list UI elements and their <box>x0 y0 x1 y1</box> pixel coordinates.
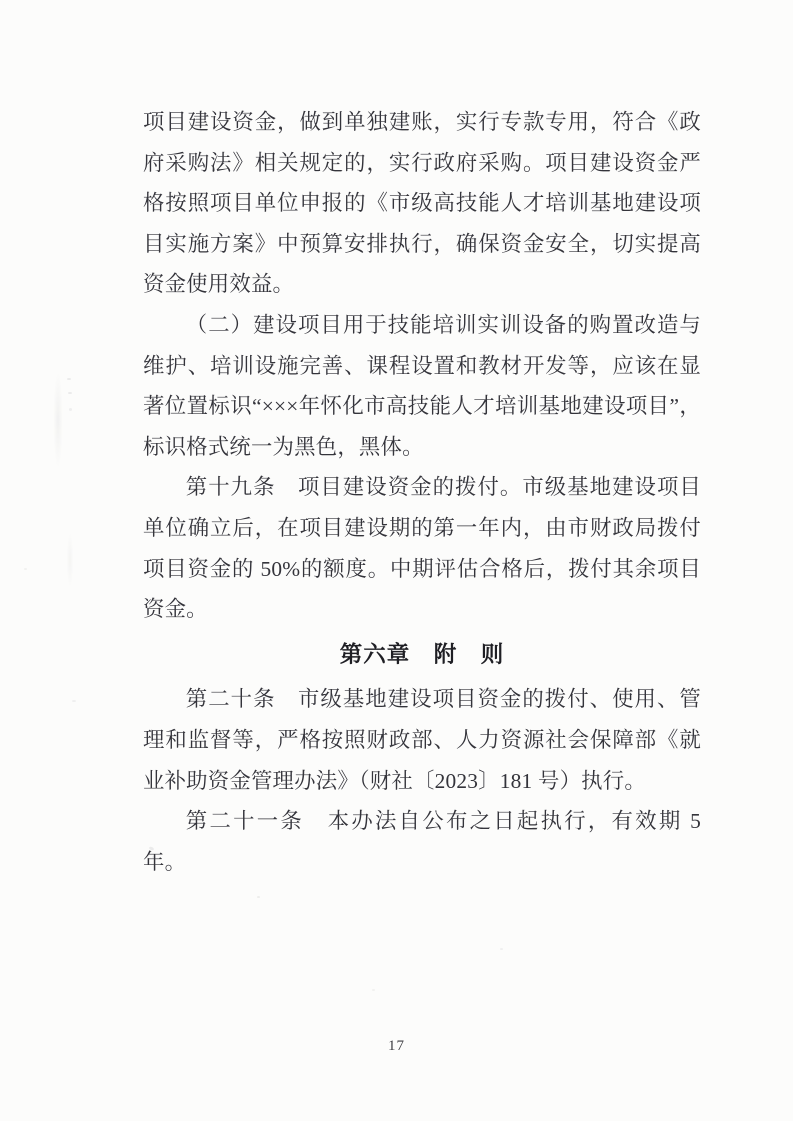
scan-speck <box>24 568 27 570</box>
chapter-six-heading: 第六章 附 则 <box>339 641 505 667</box>
scan-speck <box>68 392 72 394</box>
scan-speck <box>372 989 375 991</box>
scan-speck <box>67 378 71 380</box>
paragraph-article-21: 第二十一条 本办法自公布之日起执行，有效期 5 年。 <box>143 809 701 874</box>
scan-speck <box>69 408 72 411</box>
paragraph-funds-management: 项目建设资金，做到单独建账，实行专款专用，符合《政府采购法》相关规定的，实行政府采购。项目建设资金严格按照项目单位申报的《市级高技能人才培训基地建设项目实施方案》中预算安排执行，确保资金安全，切实提高资金使用效益。 <box>143 110 701 297</box>
document-body <box>143 102 701 882</box>
scan-speck <box>500 948 503 950</box>
page-number: 17 <box>388 1038 405 1054</box>
scan-speck <box>152 856 156 858</box>
scan-speck <box>257 896 260 898</box>
paragraph-article-20: 第二十条 市级基地建设项目资金的拨付、使用、管理和监督等，严格按照财政部、人力资源社会保障部《就业补助资金管理办法》（财社〔2023〕181 号）执行。 <box>143 687 701 793</box>
paragraph-item-two-signage: （二）建设项目用于技能培训实训设备的购置改造与维护、培训设施完善、课程设置和教材开发等，应该在显著位置标识“×××年怀化市高技能人才培训基地建设项目”，标识格式统一为黑色，黑体。 <box>143 312 701 459</box>
scan-speck <box>72 700 76 702</box>
paragraph-article-19: 第十九条 项目建设资金的拨付。市级基地建设项目单位确立后，在项目建设期的第一年内，由市财政局拨付项目资金的 50%的额度。中期评估合格后，拨付其余项目资金。 <box>143 475 701 622</box>
